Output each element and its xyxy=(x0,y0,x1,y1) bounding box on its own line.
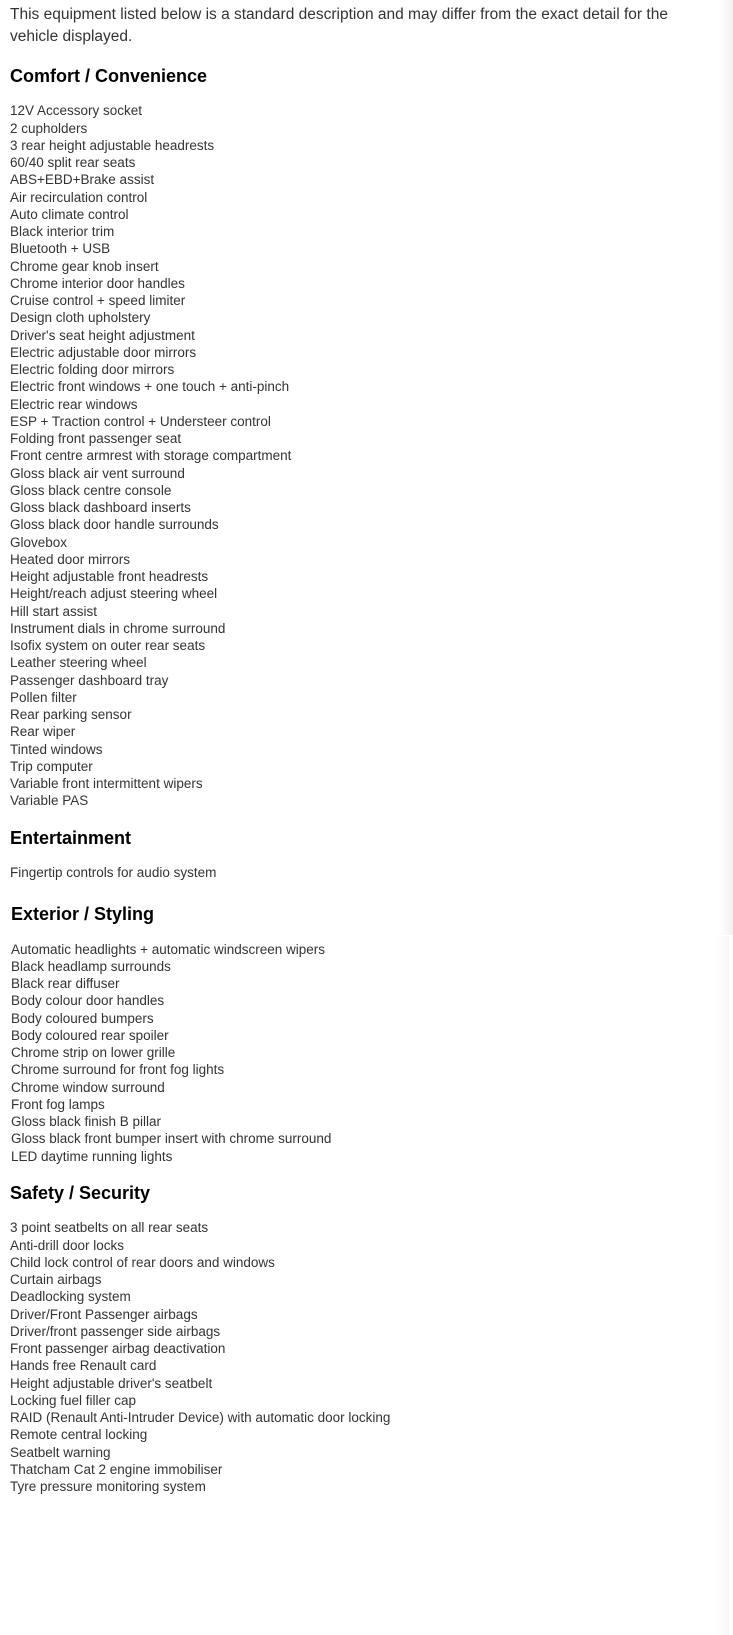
feature-item: Black headlamp surrounds xyxy=(11,958,171,974)
feature-list xyxy=(11,941,710,1165)
feature-item: Fingertip controls for audio system xyxy=(10,865,217,881)
feature-item: 12V Accessory socket xyxy=(10,103,143,119)
feature-item: Black interior trim xyxy=(10,224,115,240)
feature-item: Height/reach adjust steering wheel xyxy=(10,586,218,602)
feature-item: Auto climate control xyxy=(10,206,129,222)
equipment-section xyxy=(10,64,710,810)
feature-item: Chrome surround for front fog lights xyxy=(11,1062,225,1078)
feature-item: ABS+EBD+Brake assist xyxy=(10,172,155,188)
feature-item: Driver/Front Passenger airbags xyxy=(10,1306,198,1322)
feature-item: Gloss black centre console xyxy=(10,482,172,498)
feature-item: Instrument dials in chrome surround xyxy=(10,620,226,636)
feature-item: Driver's seat height adjustment xyxy=(10,327,195,343)
disclaimer-text: This equipment listed below is a standard description and may differ from the exact detail for the vehicle displayed. xyxy=(10,6,668,45)
feature-item: Glovebox xyxy=(10,534,68,550)
feature-item: Automatic headlights + automatic windscreen wipers xyxy=(11,941,326,957)
feature-item: Front passenger airbag deactivation xyxy=(10,1341,226,1357)
feature-item: LED daytime running lights xyxy=(11,1148,173,1164)
equipment-section xyxy=(10,826,710,882)
feature-item: Hands free Renault card xyxy=(10,1358,157,1374)
feature-item: 3 rear height adjustable headrests xyxy=(10,137,215,153)
feature-item: Gloss black door handle surrounds xyxy=(10,517,219,533)
feature-item: Tinted windows xyxy=(10,741,103,757)
feature-item: Anti-drill door locks xyxy=(10,1237,125,1253)
feature-item: Design cloth upholstery xyxy=(10,310,151,326)
panel-edge-shadow xyxy=(715,936,729,1635)
feature-item: RAID (Renault Anti-Intruder Device) with automatic door locking xyxy=(10,1410,391,1426)
panel-edge-shadow xyxy=(719,0,733,935)
feature-item: Electric rear windows xyxy=(10,396,138,412)
feature-item: Tyre pressure monitoring system xyxy=(10,1479,206,1495)
feature-item: Electric folding door mirrors xyxy=(10,362,175,378)
feature-item: Remote central locking xyxy=(10,1427,148,1443)
feature-item: Folding front passenger seat xyxy=(10,431,182,447)
feature-item: 3 point seatbelts on all rear seats xyxy=(10,1220,209,1236)
feature-item: Driver/front passenger side airbags xyxy=(10,1323,221,1339)
feature-item: Gloss black dashboard inserts xyxy=(10,500,191,516)
section-heading: Entertainment xyxy=(10,827,132,848)
feature-list xyxy=(10,102,710,809)
feature-item: Electric adjustable door mirrors xyxy=(10,344,197,360)
feature-item: Gloss black front bumper insert with chrome surround xyxy=(11,1131,332,1147)
feature-list xyxy=(10,864,710,881)
feature-item: Passenger dashboard tray xyxy=(10,672,169,688)
equipment-list xyxy=(10,4,710,1495)
feature-item: Black rear diffuser xyxy=(11,976,120,992)
feature-item: 60/40 split rear seats xyxy=(10,155,136,171)
feature-item: Body coloured bumpers xyxy=(11,1010,154,1026)
feature-item: Seatbelt warning xyxy=(10,1444,111,1460)
feature-item: Chrome window surround xyxy=(11,1079,165,1095)
feature-item: Locking fuel filler cap xyxy=(10,1392,137,1408)
feature-item: Air recirculation control xyxy=(10,189,148,205)
feature-item: Front centre armrest with storage compartment xyxy=(10,448,292,464)
feature-item: Heated door mirrors xyxy=(10,551,131,567)
feature-item: Deadlocking system xyxy=(10,1289,131,1305)
section-heading: Exterior / Styling xyxy=(11,904,155,925)
section-heading: Safety / Security xyxy=(10,1182,151,1203)
feature-item: Bluetooth + USB xyxy=(10,241,111,257)
feature-item: Leather steering wheel xyxy=(10,655,147,671)
equipment-section xyxy=(10,902,710,1165)
feature-list xyxy=(10,1219,710,1495)
feature-item: 2 cupholders xyxy=(10,120,88,136)
feature-item: Rear parking sensor xyxy=(10,707,132,723)
feature-item: Isofix system on outer rear seats xyxy=(10,638,206,654)
feature-item: Variable front intermittent wipers xyxy=(10,776,203,792)
feature-item: Gloss black air vent surround xyxy=(10,465,185,481)
feature-item: Rear wiper xyxy=(10,724,76,740)
section-heading: Comfort / Convenience xyxy=(10,66,208,86)
feature-item: Gloss black finish B pillar xyxy=(11,1114,162,1130)
feature-item: Curtain airbags xyxy=(10,1272,102,1288)
equipment-section xyxy=(10,1181,710,1495)
feature-item: Body colour door handles xyxy=(11,993,165,1009)
feature-item: Chrome interior door handles xyxy=(10,275,185,291)
feature-item: Trip computer xyxy=(10,758,93,774)
feature-item: Hill start assist xyxy=(10,603,98,619)
feature-item: Variable PAS xyxy=(10,793,89,809)
feature-item: Chrome strip on lower grille xyxy=(11,1045,176,1061)
feature-item: Front fog lamps xyxy=(11,1096,105,1112)
feature-item: Pollen filter xyxy=(10,689,77,705)
feature-item: Body coloured rear spoiler xyxy=(11,1027,169,1043)
feature-item: Child lock control of rear doors and windows xyxy=(10,1254,275,1270)
feature-item: Height adjustable driver's seatbelt xyxy=(10,1375,213,1391)
feature-item: ESP + Traction control + Understeer control xyxy=(10,413,271,429)
feature-item: Chrome gear knob insert xyxy=(10,258,159,274)
feature-item: Electric front windows + one touch + anti-pinch xyxy=(10,379,290,395)
feature-item: Cruise control + speed limiter xyxy=(10,293,186,309)
feature-item: Height adjustable front headrests xyxy=(10,569,209,585)
feature-item: Thatcham Cat 2 engine immobiliser xyxy=(10,1461,223,1477)
